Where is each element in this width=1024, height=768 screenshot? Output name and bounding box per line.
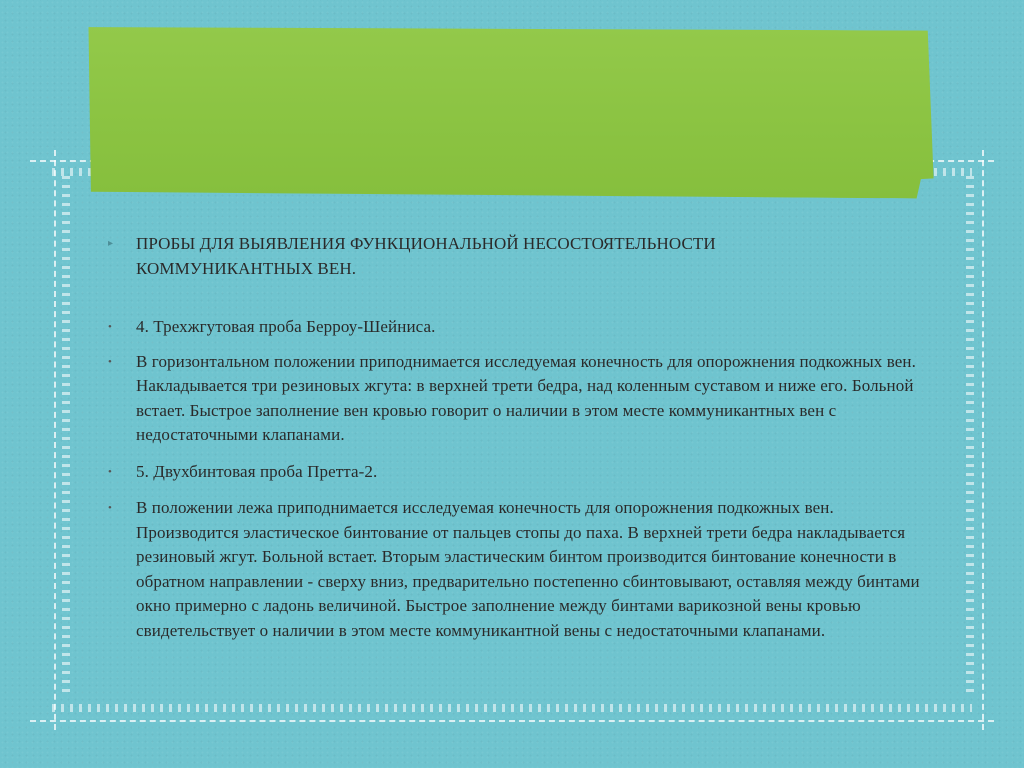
stitch-chevrons-right — [966, 176, 974, 696]
item-text: 4. Трехжгутовая проба Берроу-Шейниса. — [136, 317, 436, 336]
list-item-heading — [108, 232, 928, 281]
stitch-chevrons-left — [62, 176, 70, 696]
bullet-icon: • — [108, 502, 112, 514]
list-item — [108, 460, 928, 485]
stitch-chevrons-bottom — [52, 704, 972, 712]
title-paper — [87, 25, 934, 198]
stitch-line-left — [54, 150, 56, 730]
bullet-icon: • — [108, 355, 112, 368]
bullet-icon: • — [108, 465, 112, 478]
bullet-icon: • — [108, 321, 112, 333]
item-text: В положении лежа приподнимается исследуемая конечность для опорожнения подкожных вен. Производится эластическое бинтование от пальцев стопы до паха. В верхней трети бедра накладывается резиновый жгут. Больной встает. Вторым эластическим бинтом производится бинтование конечности в обратном направлении - сверху вниз, предварительно постепенно сбинтовывают, оставляя между бинтами окно примерно с ладонь величиной. Быстрое заполнение между бинтами варикозной вены кровью свидетельствует о наличии в этом месте коммуникантной вены с недостаточными клапанами. — [136, 498, 920, 640]
item-text: В горизонтальном положении приподнимается исследуемая конечность для опорожнения подкожных вен. Накладывается три резиновых жгута: в верхней трети бедра, над коленным суставом и ниже его. Больной встает. Быстрое заполнение вен кровью говорит о наличии в этом месте коммуникантных вен с недостаточными клапанами. — [136, 351, 916, 444]
list-item — [108, 315, 928, 340]
list-item — [108, 350, 928, 448]
list-item — [108, 496, 928, 643]
heading-text: ПРОБЫ ДЛЯ ВЫЯВЛЕНИЯ ФУНКЦИОНАЛЬНОЙ НЕСОСТОЯТЕЛЬНОСТИ КОММУНИКАНТНЫХ ВЕН. — [136, 234, 716, 278]
stitch-line-bottom — [30, 720, 994, 722]
arrow-bullet-icon: ▸ — [108, 238, 114, 249]
slide-body — [108, 232, 928, 643]
stitch-line-right — [982, 150, 984, 730]
item-text: 5. Двухбинтовая проба Претта-2. — [136, 461, 378, 481]
